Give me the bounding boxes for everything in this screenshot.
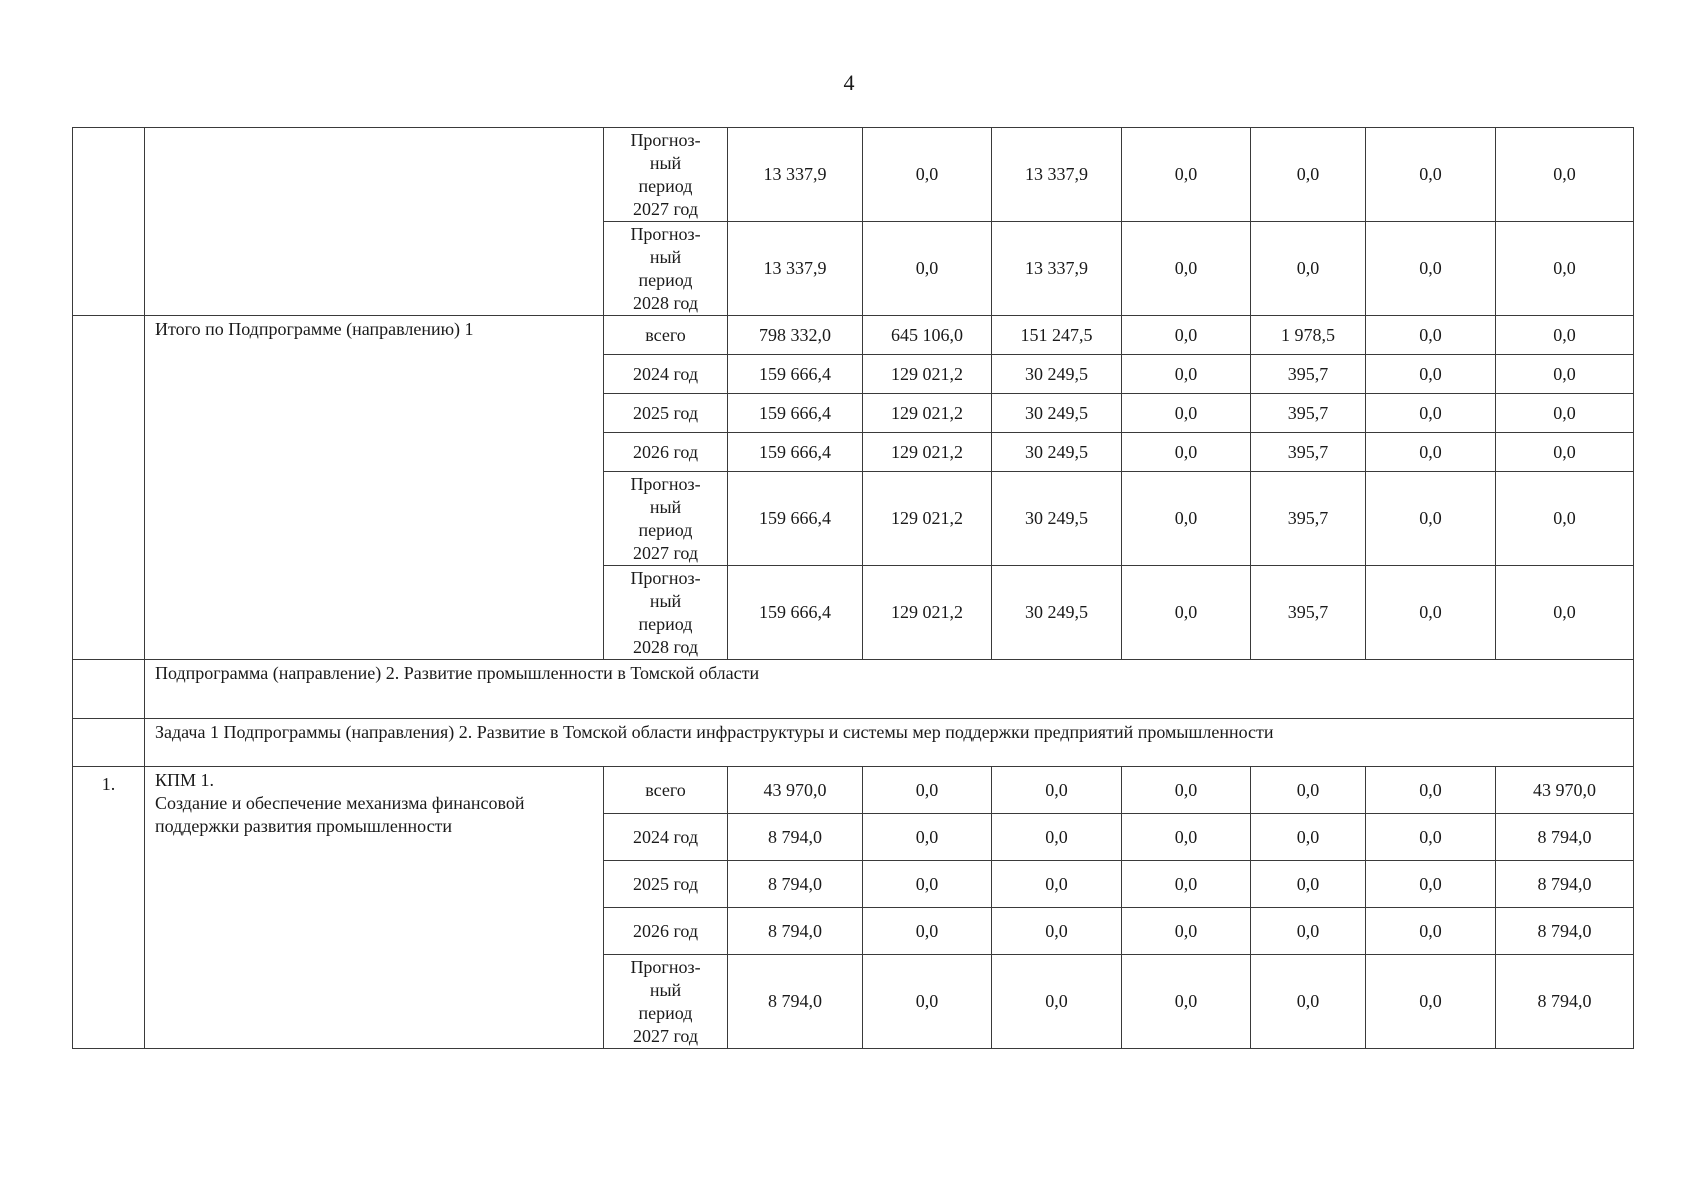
value-cell: 0,0 bbox=[992, 908, 1122, 955]
value-cell: 159 666,4 bbox=[728, 433, 863, 472]
value-cell: 0,0 bbox=[1122, 355, 1251, 394]
value-cell: 30 249,5 bbox=[992, 355, 1122, 394]
value-cell: 129 021,2 bbox=[863, 433, 992, 472]
number-cell bbox=[73, 316, 145, 660]
period-cell: 2025 год bbox=[604, 394, 728, 433]
period-cell: Прогноз- ный период 2027 год bbox=[604, 472, 728, 566]
value-cell: 0,0 bbox=[863, 861, 992, 908]
value-cell: 8 794,0 bbox=[1496, 861, 1634, 908]
number-cell: 1. bbox=[73, 767, 145, 1049]
value-cell: 13 337,9 bbox=[728, 128, 863, 222]
task-heading: Задача 1 Подпрограммы (направления) 2. Развитие в Томской области инфраструктуры и системы мер поддержки предприятий промышленности bbox=[145, 719, 1634, 767]
value-cell: 395,7 bbox=[1251, 355, 1366, 394]
value-cell: 0,0 bbox=[1366, 316, 1496, 355]
name-cell bbox=[145, 128, 604, 316]
value-cell: 0,0 bbox=[1496, 355, 1634, 394]
value-cell: 0,0 bbox=[1366, 955, 1496, 1049]
value-cell: 8 794,0 bbox=[1496, 908, 1634, 955]
value-cell: 395,7 bbox=[1251, 433, 1366, 472]
value-cell: 8 794,0 bbox=[728, 955, 863, 1049]
value-cell: 0,0 bbox=[992, 814, 1122, 861]
number-cell bbox=[73, 719, 145, 767]
value-cell: 0,0 bbox=[1251, 814, 1366, 861]
value-cell: 0,0 bbox=[1366, 433, 1496, 472]
value-cell: 0,0 bbox=[863, 222, 992, 316]
subprogram-heading: Подпрограмма (направление) 2. Развитие промышленности в Томской области bbox=[145, 660, 1634, 719]
number-cell bbox=[73, 128, 145, 316]
value-cell: 0,0 bbox=[1496, 316, 1634, 355]
value-cell: 13 337,9 bbox=[992, 128, 1122, 222]
value-cell: 0,0 bbox=[1366, 908, 1496, 955]
value-cell: 159 666,4 bbox=[728, 355, 863, 394]
value-cell: 0,0 bbox=[1366, 767, 1496, 814]
value-cell: 0,0 bbox=[1496, 433, 1634, 472]
period-cell: Прогноз- ный период 2027 год bbox=[604, 128, 728, 222]
value-cell: 30 249,5 bbox=[992, 394, 1122, 433]
value-cell: 0,0 bbox=[1366, 814, 1496, 861]
table-row bbox=[73, 316, 1634, 355]
value-cell: 0,0 bbox=[1122, 128, 1251, 222]
value-cell: 129 021,2 bbox=[863, 472, 992, 566]
value-cell: 0,0 bbox=[1122, 767, 1251, 814]
value-cell: 0,0 bbox=[1496, 394, 1634, 433]
value-cell: 129 021,2 bbox=[863, 394, 992, 433]
value-cell: 8 794,0 bbox=[1496, 955, 1634, 1049]
value-cell: 0,0 bbox=[1122, 316, 1251, 355]
value-cell: 0,0 bbox=[1122, 472, 1251, 566]
value-cell: 0,0 bbox=[1366, 472, 1496, 566]
period-cell: 2026 год bbox=[604, 433, 728, 472]
value-cell: 0,0 bbox=[1366, 861, 1496, 908]
value-cell: 0,0 bbox=[1496, 222, 1634, 316]
table-row bbox=[73, 767, 1634, 814]
period-cell: 2026 год bbox=[604, 908, 728, 955]
value-cell: 0,0 bbox=[1366, 566, 1496, 660]
value-cell: 0,0 bbox=[863, 767, 992, 814]
period-cell: всего bbox=[604, 767, 728, 814]
value-cell: 0,0 bbox=[863, 814, 992, 861]
value-cell: 30 249,5 bbox=[992, 472, 1122, 566]
value-cell: 0,0 bbox=[863, 128, 992, 222]
value-cell: 159 666,4 bbox=[728, 566, 863, 660]
value-cell: 129 021,2 bbox=[863, 355, 992, 394]
table-row bbox=[73, 660, 1634, 719]
period-cell: Прогноз- ный период 2028 год bbox=[604, 566, 728, 660]
value-cell: 645 106,0 bbox=[863, 316, 992, 355]
value-cell: 0,0 bbox=[1366, 128, 1496, 222]
period-cell: Прогноз- ный период 2027 год bbox=[604, 955, 728, 1049]
value-cell: 0,0 bbox=[1251, 128, 1366, 222]
value-cell: 0,0 bbox=[1251, 222, 1366, 316]
total-name-cell: Итого по Подпрограмме (направлению) 1 bbox=[145, 316, 604, 660]
page-number: 4 bbox=[843, 70, 855, 95]
table-row bbox=[73, 128, 1634, 222]
value-cell: 0,0 bbox=[1366, 355, 1496, 394]
value-cell: 129 021,2 bbox=[863, 566, 992, 660]
value-cell: 0,0 bbox=[863, 955, 992, 1049]
value-cell: 13 337,9 bbox=[992, 222, 1122, 316]
value-cell: 30 249,5 bbox=[992, 433, 1122, 472]
value-cell: 0,0 bbox=[992, 767, 1122, 814]
budget-table bbox=[72, 127, 1634, 1049]
period-cell: 2024 год bbox=[604, 814, 728, 861]
period-cell: Прогноз- ный период 2028 год bbox=[604, 222, 728, 316]
value-cell: 0,0 bbox=[1366, 222, 1496, 316]
value-cell: 0,0 bbox=[1122, 955, 1251, 1049]
value-cell: 0,0 bbox=[863, 908, 992, 955]
number-cell bbox=[73, 660, 145, 719]
value-cell: 0,0 bbox=[1496, 566, 1634, 660]
value-cell: 0,0 bbox=[1122, 394, 1251, 433]
value-cell: 159 666,4 bbox=[728, 472, 863, 566]
value-cell: 0,0 bbox=[1251, 861, 1366, 908]
value-cell: 0,0 bbox=[1122, 908, 1251, 955]
period-cell: всего bbox=[604, 316, 728, 355]
value-cell: 0,0 bbox=[1122, 566, 1251, 660]
value-cell: 0,0 bbox=[1122, 861, 1251, 908]
value-cell: 8 794,0 bbox=[728, 814, 863, 861]
value-cell: 395,7 bbox=[1251, 566, 1366, 660]
value-cell: 0,0 bbox=[1122, 814, 1251, 861]
value-cell: 0,0 bbox=[1251, 908, 1366, 955]
value-cell: 13 337,9 bbox=[728, 222, 863, 316]
value-cell: 8 794,0 bbox=[728, 861, 863, 908]
value-cell: 0,0 bbox=[1251, 767, 1366, 814]
value-cell: 395,7 bbox=[1251, 394, 1366, 433]
value-cell: 30 249,5 bbox=[992, 566, 1122, 660]
value-cell: 0,0 bbox=[992, 861, 1122, 908]
value-cell: 43 970,0 bbox=[1496, 767, 1634, 814]
value-cell: 0,0 bbox=[992, 955, 1122, 1049]
value-cell: 8 794,0 bbox=[728, 908, 863, 955]
value-cell: 0,0 bbox=[1366, 394, 1496, 433]
period-cell: 2024 год bbox=[604, 355, 728, 394]
value-cell: 395,7 bbox=[1251, 472, 1366, 566]
value-cell: 0,0 bbox=[1496, 128, 1634, 222]
period-cell: 2025 год bbox=[604, 861, 728, 908]
value-cell: 0,0 bbox=[1251, 955, 1366, 1049]
value-cell: 1 978,5 bbox=[1251, 316, 1366, 355]
value-cell: 0,0 bbox=[1122, 433, 1251, 472]
table-row bbox=[73, 719, 1634, 767]
value-cell: 0,0 bbox=[1122, 222, 1251, 316]
value-cell: 798 332,0 bbox=[728, 316, 863, 355]
value-cell: 8 794,0 bbox=[1496, 814, 1634, 861]
value-cell: 0,0 bbox=[1496, 472, 1634, 566]
kpm-name-cell: КПМ 1. Создание и обеспечение механизма финансовой поддержки развития промышленности bbox=[145, 767, 604, 1049]
value-cell: 43 970,0 bbox=[728, 767, 863, 814]
value-cell: 151 247,5 bbox=[992, 316, 1122, 355]
value-cell: 159 666,4 bbox=[728, 394, 863, 433]
